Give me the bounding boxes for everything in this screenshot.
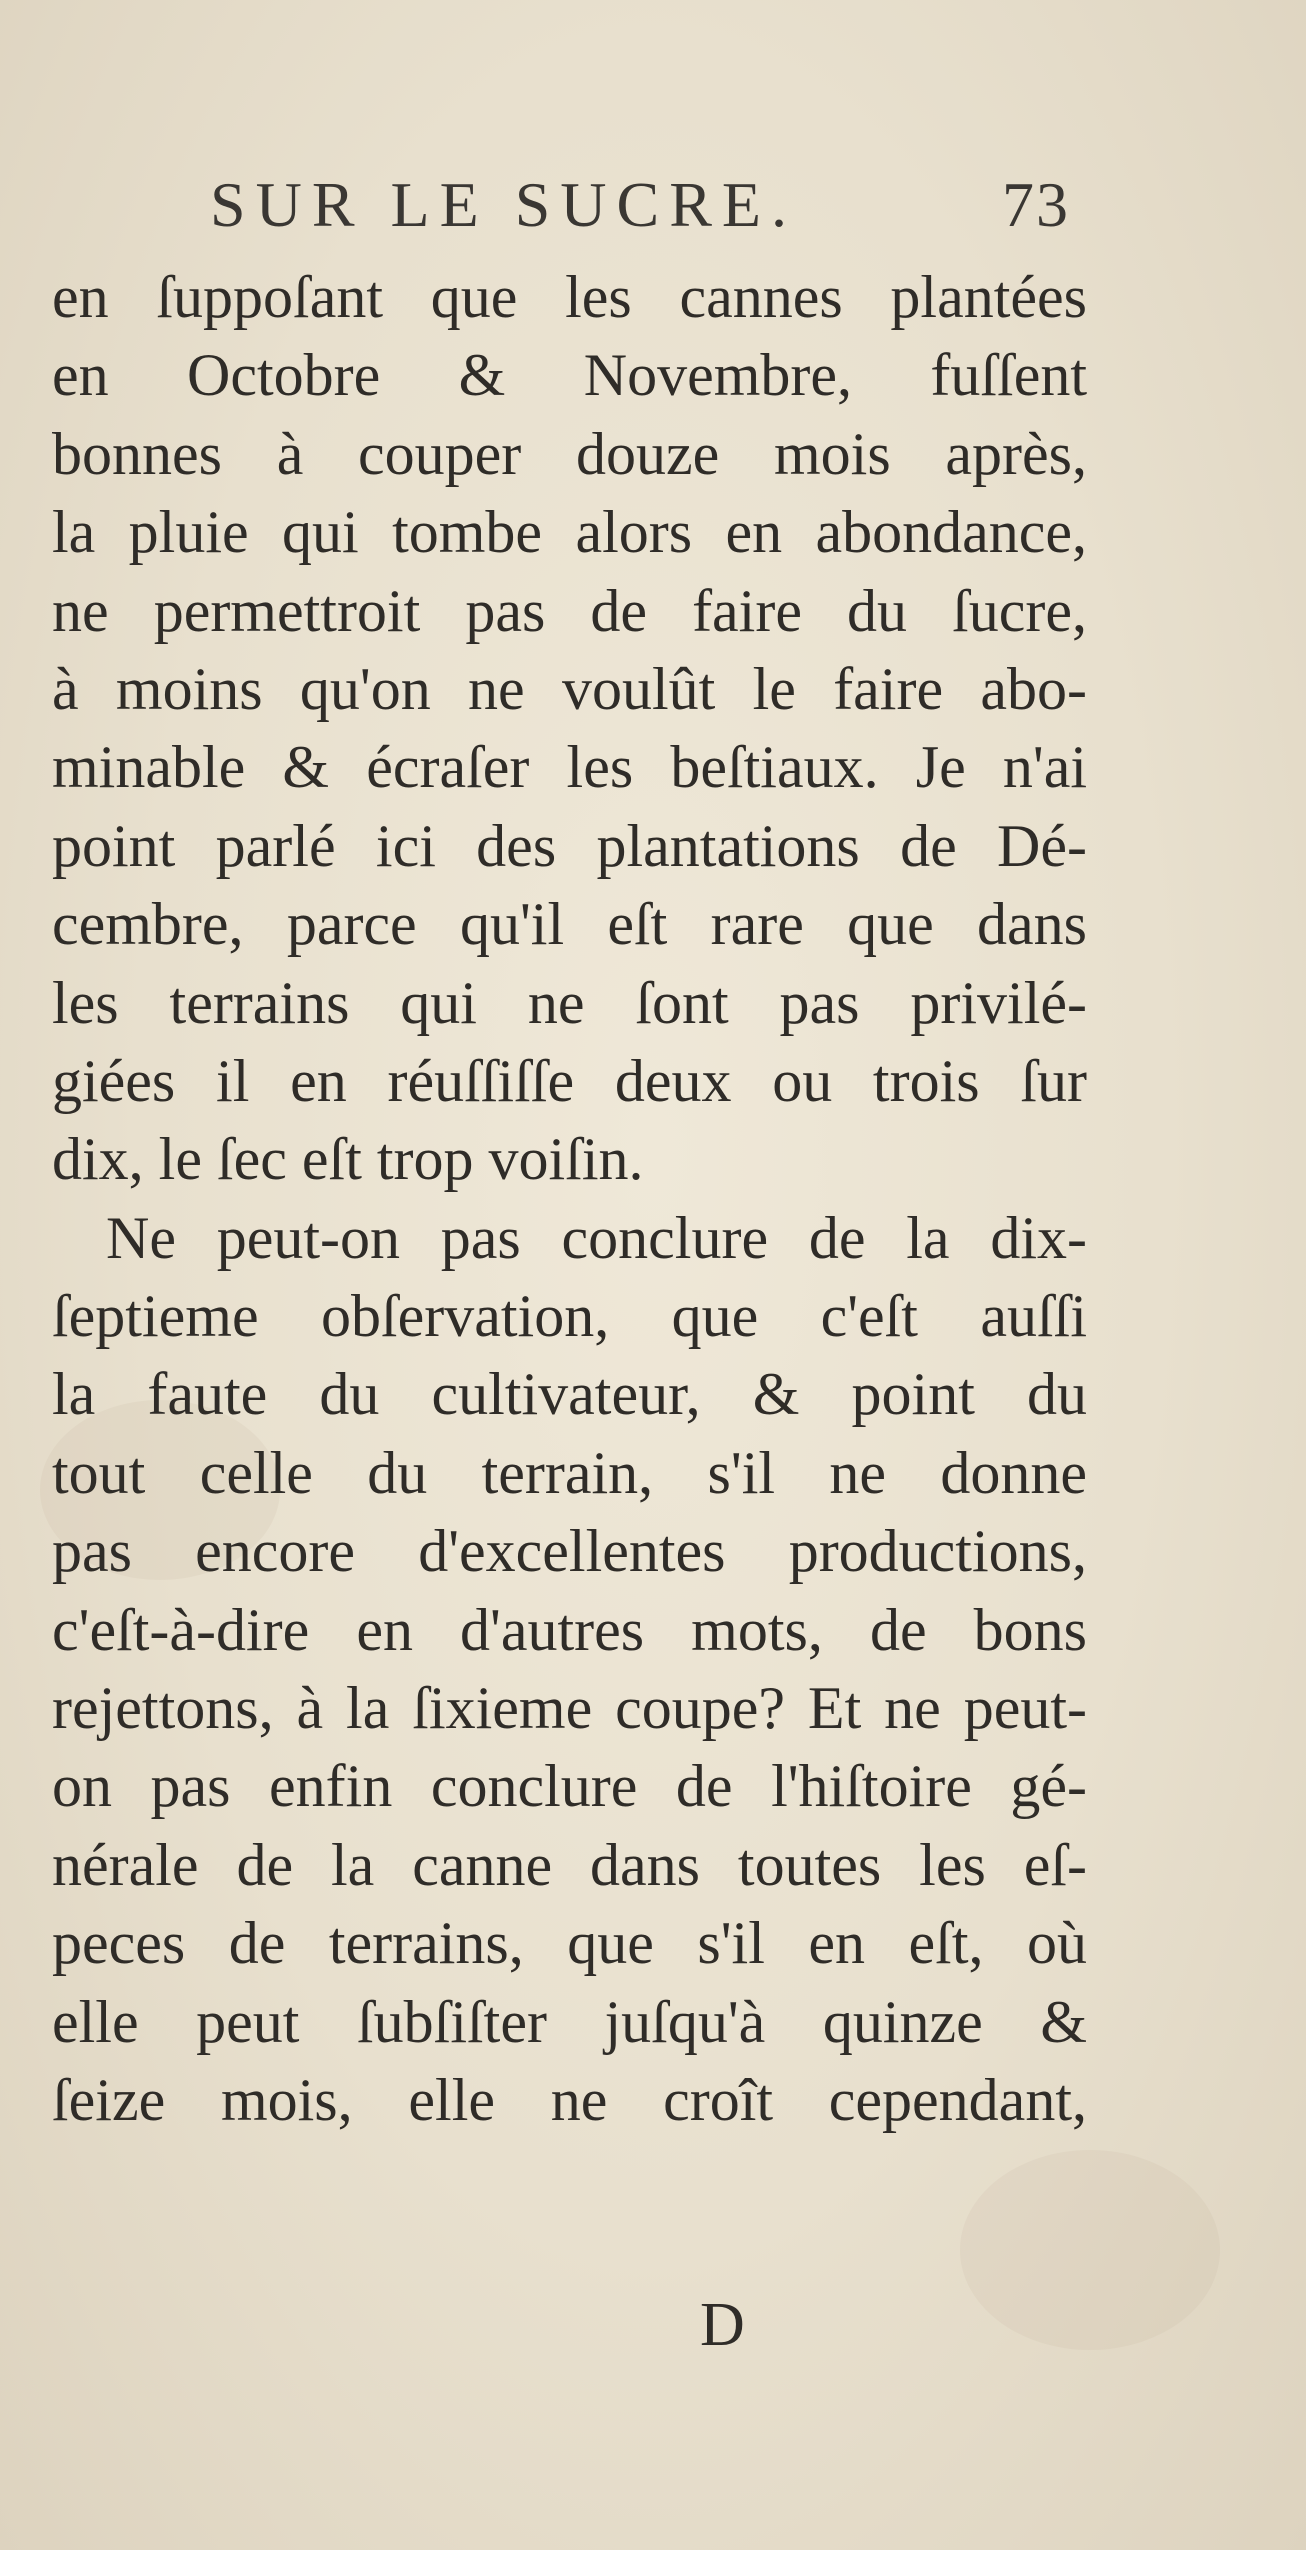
text-line: pas encore d'excellentes productions, [52, 1518, 1087, 1585]
text-line: rejettons, à la ſixieme coupe? Et ne peut- [52, 1675, 1087, 1742]
paragraph-start-line: Ne peut-on pas conclure de la dix- [106, 1204, 1087, 1271]
running-head [210, 168, 1070, 248]
paper-stain [960, 2150, 1220, 2350]
text-line: ſeize mois, elle ne croît cependant, [52, 2066, 1087, 2133]
text-line: giées il en réuſſiſſe deux ou trois ſur [52, 1047, 1087, 1114]
text-line: cembre, parce qu'il eſt rare que dans [52, 891, 1087, 958]
text-line: bonnes à couper douze mois après, [52, 420, 1087, 487]
text-line: on pas enfin conclure de l'hiſtoire gé- [52, 1753, 1087, 1820]
text-line: elle peut ſubſiſter juſqu'à quinze & [52, 1988, 1087, 2055]
text-line: à moins qu'on ne voulût le faire abo- [52, 655, 1087, 722]
text-line: nérale de la canne dans toutes les eſ- [52, 1831, 1087, 1898]
text-line: point parlé ici des plantations de Dé- [52, 812, 1087, 879]
text-line: la faute du cultivateur, & point du [52, 1361, 1087, 1428]
text-line: ſeptieme obſervation, que c'eſt auſſi [52, 1283, 1087, 1350]
text-line: en ſuppoſant que les cannes plantées [52, 264, 1087, 330]
text-line: la pluie qui tombe alors en abondance, [52, 499, 1087, 566]
text-line: en Octobre & Novembre, fuſſent [52, 342, 1087, 409]
text-line: ne permettroit pas de faire du ſucre, [52, 577, 1087, 644]
body-text [52, 258, 1087, 2139]
text-line: tout celle du terrain, s'il ne donne [52, 1439, 1087, 1506]
page-number: 73 [1002, 169, 1070, 240]
text-line: c'eſt-à-dire en d'autres mots, de bons [52, 1596, 1087, 1663]
text-line: les terrains qui ne ſont pas privilé- [52, 969, 1087, 1036]
text-line: minable & écraſer les beſtiaux. Je n'ai [52, 734, 1087, 801]
catchword: D [700, 2291, 745, 2359]
running-title: SUR LE SUCRE. [210, 169, 797, 240]
text-line: peces de terrains, que s'il en eſt, où [52, 1910, 1087, 1977]
paragraph-end-line: dix, le ſec eſt trop voiſin. [52, 1126, 644, 1193]
